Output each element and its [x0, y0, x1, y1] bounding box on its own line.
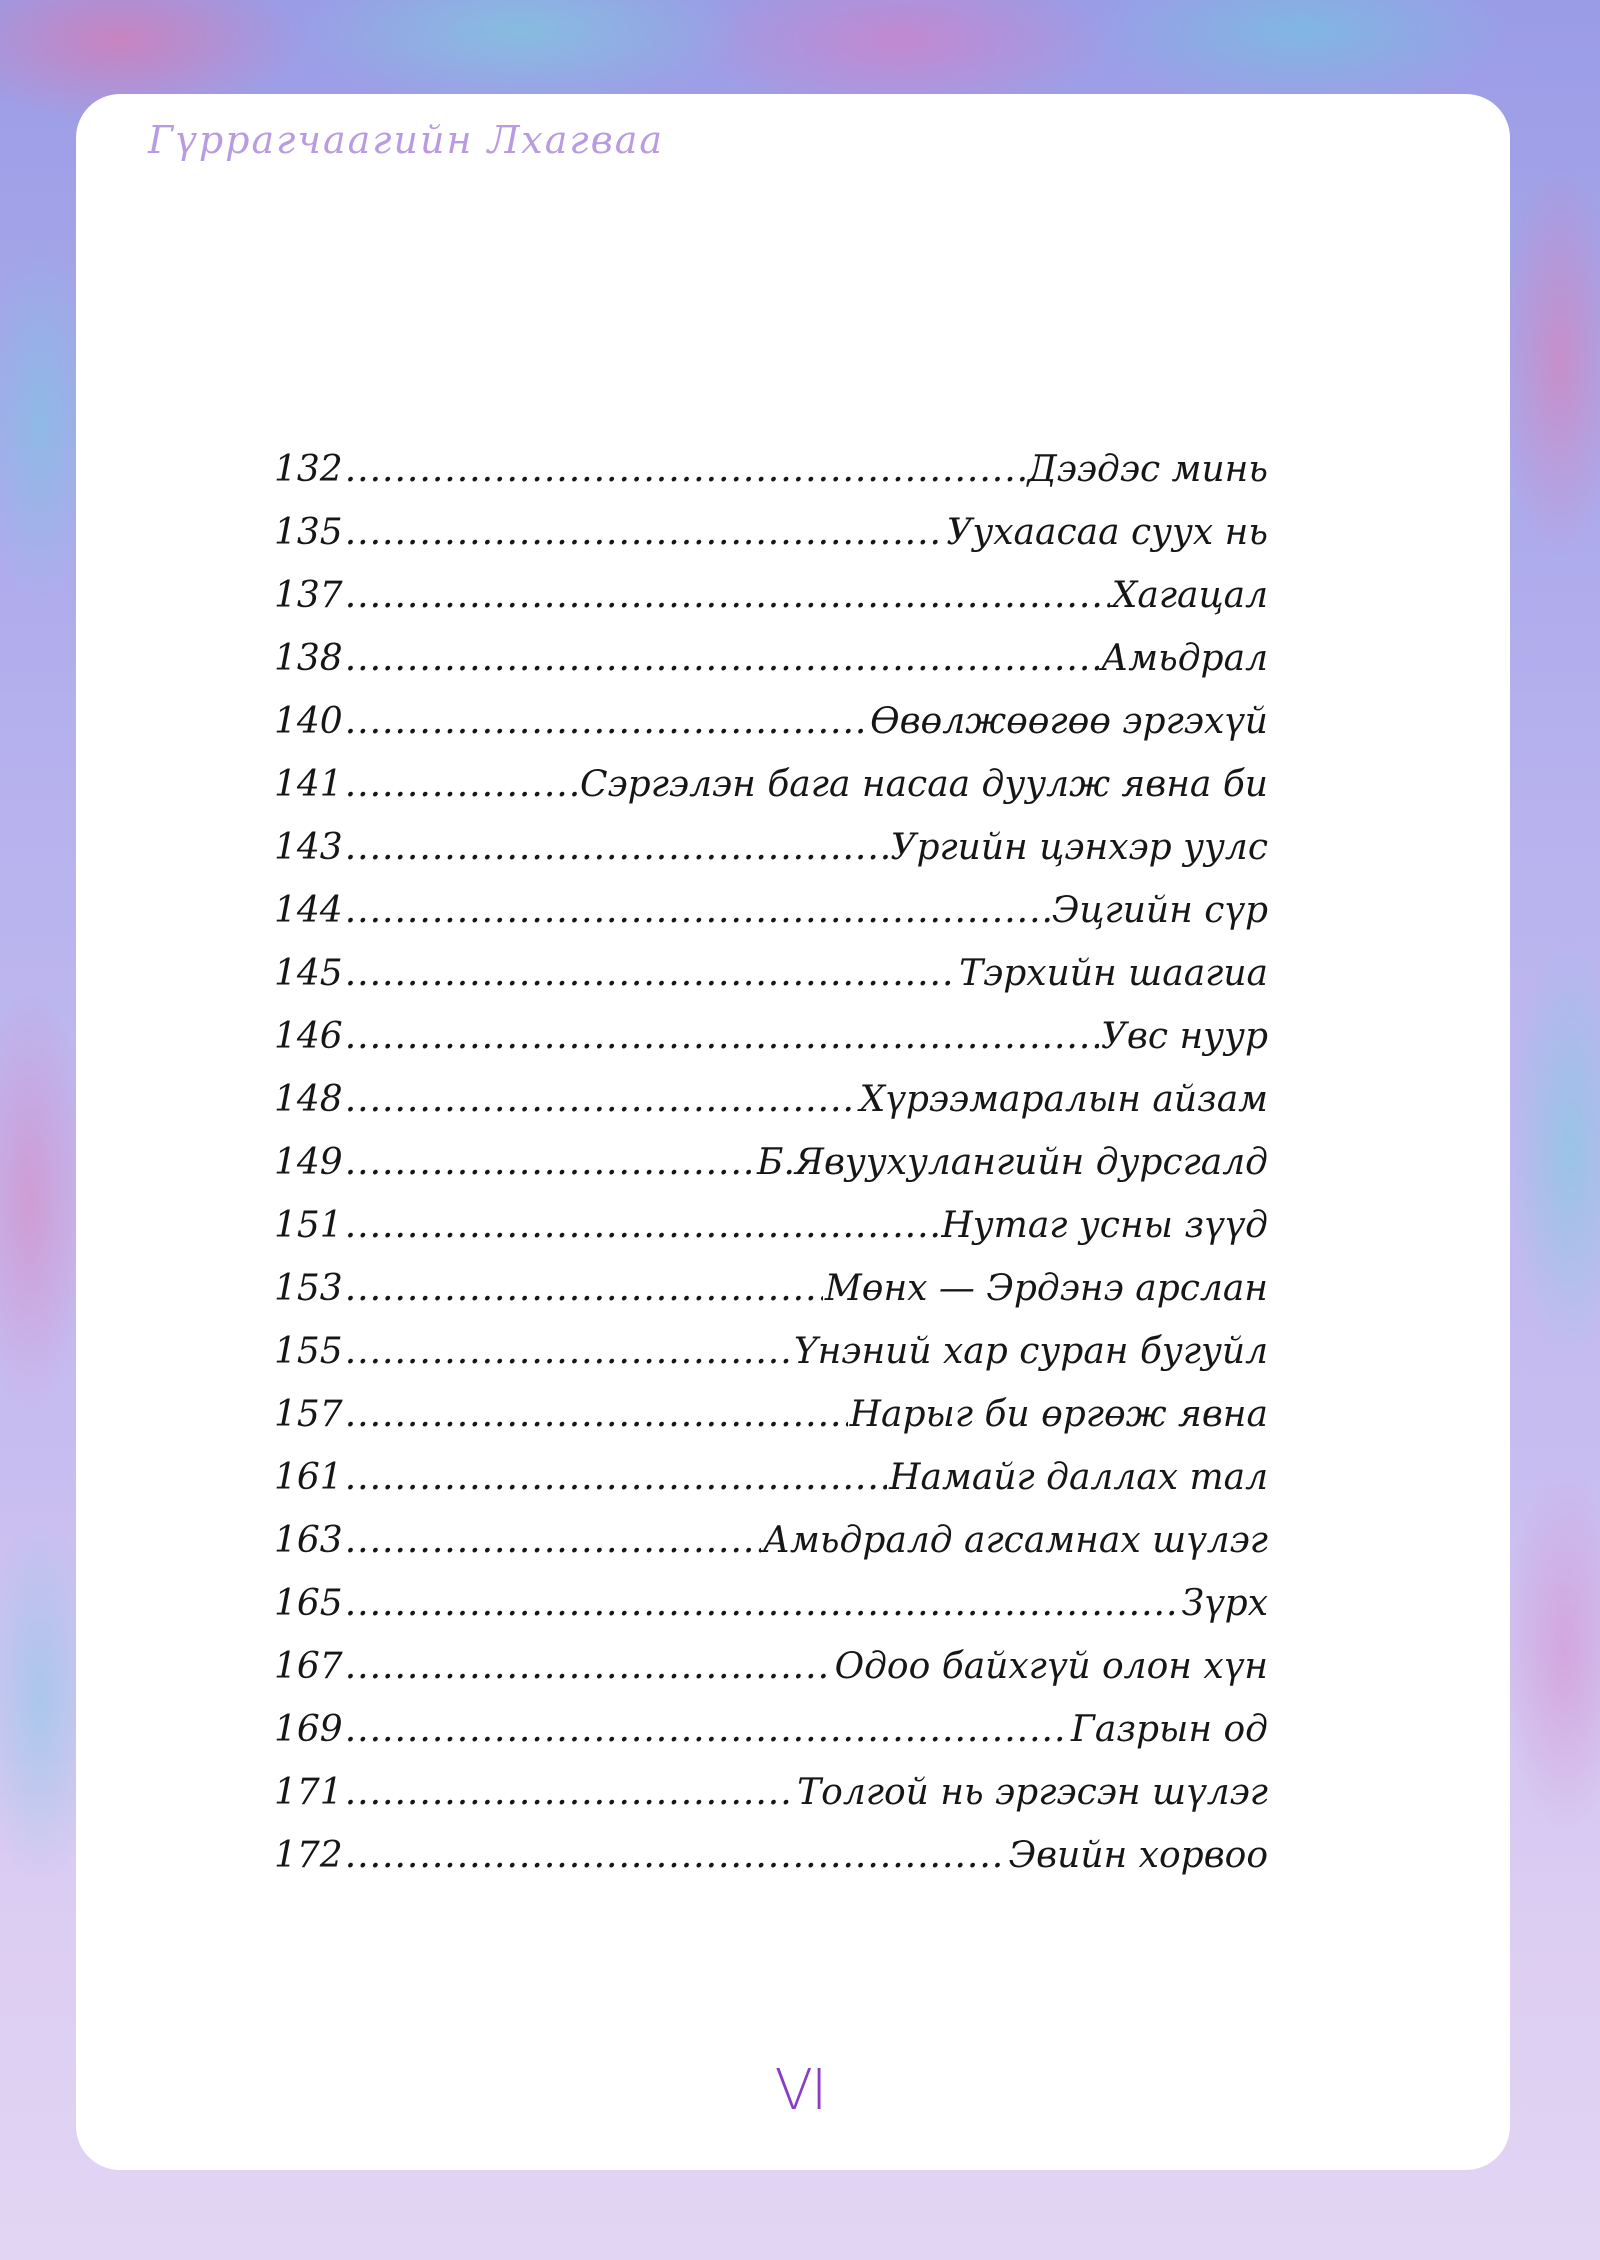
- toc-dot-leader: [345, 1572, 1180, 1635]
- toc-entry[interactable]: [274, 942, 1268, 1005]
- toc-entry[interactable]: [274, 627, 1268, 690]
- toc-dot-leader: [345, 438, 1026, 501]
- toc-title: Сэргэлэн бага насаа дуулж явна би: [579, 764, 1268, 805]
- toc-entry[interactable]: [274, 564, 1268, 627]
- toc-entry[interactable]: [274, 438, 1268, 501]
- toc-dot-leader: [345, 501, 945, 564]
- toc-title: Б.Явуухулангийн дурсгалд: [757, 1142, 1268, 1183]
- toc-page-number: 165: [274, 1583, 343, 1624]
- toc-entry[interactable]: [274, 1698, 1268, 1761]
- toc-title: Нутаг усны зүүд: [941, 1205, 1268, 1246]
- toc-title: Өвөлжөөгөө эргэхүй: [870, 701, 1268, 742]
- toc-entry[interactable]: [274, 1509, 1268, 1572]
- toc-entry[interactable]: [274, 1383, 1268, 1446]
- toc-entry[interactable]: [274, 1761, 1268, 1824]
- toc-title: Увс нуур: [1100, 1016, 1268, 1057]
- toc-title: Тэрхийн шаагиа: [959, 953, 1268, 994]
- toc-page-number: 141: [274, 764, 343, 805]
- toc-page-number: 137: [274, 575, 343, 616]
- toc-page-number: 149: [274, 1142, 343, 1183]
- toc-title: Хүрээмаралын айзам: [859, 1079, 1268, 1120]
- toc-dot-leader: [345, 753, 578, 816]
- toc-entry[interactable]: [274, 1068, 1268, 1131]
- table-of-contents: [274, 438, 1268, 1887]
- toc-page-number: 171: [274, 1772, 343, 1813]
- toc-dot-leader: [345, 564, 1110, 627]
- toc-dot-leader: [345, 1005, 1099, 1068]
- toc-dot-leader: [345, 942, 957, 1005]
- toc-dot-leader: [345, 1824, 1007, 1887]
- toc-page-number: 143: [274, 827, 343, 868]
- toc-title: Эвийн хорвоо: [1008, 1835, 1268, 1876]
- toc-dot-leader: [345, 1698, 1069, 1761]
- toc-page-number: 135: [274, 512, 343, 553]
- toc-title: Уухаасаа суух нь: [946, 512, 1268, 553]
- toc-page-number: 132: [274, 449, 343, 490]
- toc-title: Ургийн цэнхэр уулс: [890, 827, 1268, 868]
- toc-entry[interactable]: [274, 1824, 1268, 1887]
- toc-dot-leader: [345, 1761, 795, 1824]
- toc-title: Эцгийн сүр: [1051, 890, 1268, 931]
- toc-page-number: 146: [274, 1016, 343, 1057]
- toc-page-number: 138: [274, 638, 343, 679]
- toc-entry[interactable]: [274, 1320, 1268, 1383]
- toc-entry[interactable]: [274, 1446, 1268, 1509]
- toc-dot-leader: [345, 1131, 755, 1194]
- page-number: VI: [774, 2058, 826, 2123]
- toc-entry[interactable]: [274, 1005, 1268, 1068]
- toc-title: Нарыг би өргөж явна: [849, 1394, 1268, 1435]
- toc-entry[interactable]: [274, 879, 1268, 942]
- toc-dot-leader: [345, 1509, 761, 1572]
- toc-dot-leader: [345, 1257, 823, 1320]
- toc-dot-leader: [345, 1635, 833, 1698]
- toc-title: Намайг даллах тал: [889, 1457, 1268, 1498]
- toc-title: Мөнх — Эрдэнэ арслан: [824, 1268, 1268, 1309]
- author-header: Гүррагчаагийн Лхагваа: [148, 118, 664, 162]
- toc-entry[interactable]: [274, 690, 1268, 753]
- toc-title: Амьдралд агсамнах шүлэг: [762, 1520, 1268, 1561]
- toc-entry[interactable]: [274, 816, 1268, 879]
- toc-dot-leader: [345, 690, 868, 753]
- toc-dot-leader: [345, 1383, 848, 1446]
- toc-dot-leader: [345, 627, 1099, 690]
- toc-entry[interactable]: [274, 753, 1268, 816]
- toc-entry[interactable]: [274, 1131, 1268, 1194]
- toc-page-number: 167: [274, 1646, 343, 1687]
- toc-page-number: 157: [274, 1394, 343, 1435]
- toc-title: Үнэний хар суран бугуйл: [793, 1331, 1268, 1372]
- toc-title: Хагацал: [1111, 575, 1268, 616]
- toc-page-number: 140: [274, 701, 343, 742]
- toc-entry[interactable]: [274, 1194, 1268, 1257]
- toc-entry[interactable]: [274, 1572, 1268, 1635]
- toc-entry[interactable]: [274, 1257, 1268, 1320]
- toc-dot-leader: [345, 816, 889, 879]
- toc-dot-leader: [345, 1068, 858, 1131]
- toc-title: Толгой нь эргэсэн шүлэг: [797, 1772, 1268, 1813]
- toc-entry[interactable]: [274, 501, 1268, 564]
- toc-title: Газрын од: [1071, 1709, 1268, 1750]
- toc-dot-leader: [345, 1320, 792, 1383]
- toc-page-number: 153: [274, 1268, 343, 1309]
- toc-title: Амьдрал: [1101, 638, 1268, 679]
- toc-page-number: 148: [274, 1079, 343, 1120]
- toc-page-number: 155: [274, 1331, 343, 1372]
- toc-page-number: 145: [274, 953, 343, 994]
- toc-page-number: 163: [274, 1520, 343, 1561]
- toc-title: Зүрх: [1181, 1583, 1268, 1624]
- toc-page-number: 169: [274, 1709, 343, 1750]
- toc-page-number: 151: [274, 1205, 343, 1246]
- toc-page-number: 161: [274, 1457, 343, 1498]
- toc-dot-leader: [345, 1194, 940, 1257]
- toc-page-number: 144: [274, 890, 343, 931]
- toc-title: Дээдэс минь: [1027, 449, 1268, 490]
- toc-dot-leader: [345, 1446, 887, 1509]
- toc-dot-leader: [345, 879, 1050, 942]
- toc-entry[interactable]: [274, 1635, 1268, 1698]
- toc-page-number: 172: [274, 1835, 343, 1876]
- toc-title: Одоо байхгүй олон хүн: [834, 1646, 1268, 1687]
